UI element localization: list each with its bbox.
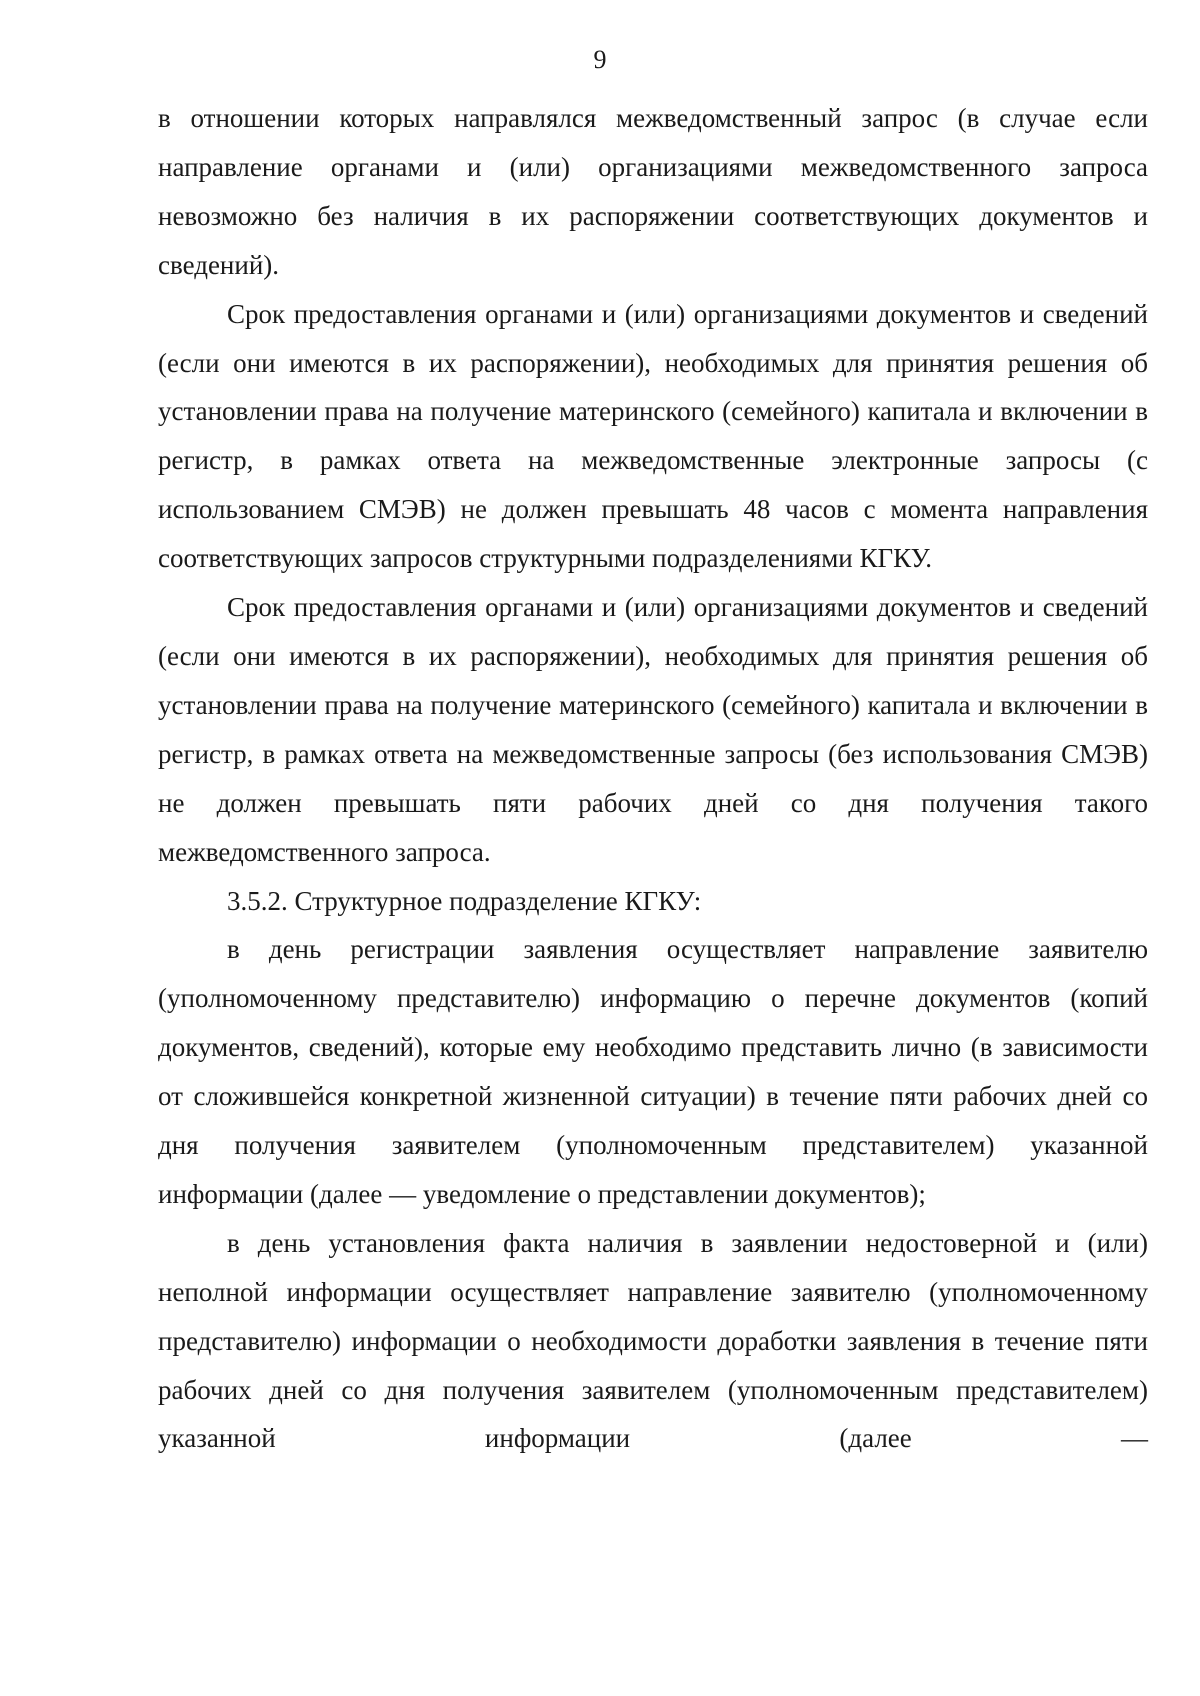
page-number: 9: [593, 45, 607, 74]
document-body: [158, 94, 1148, 1463]
paragraph-incomplete-info: в день установления факта наличия в заявлении недостоверной и (или) неполной информации осуществляет направление заявителю (уполномоченному представителю) информации о необходимости доработки заявления в течение пяти рабочих дней со дня получения заявителем (уполномоченным представителем) указанной информации (далее —: [158, 1227, 1148, 1454]
paragraph-smev-deadline: Срок предоставления органами и (или) организациями документов и сведений (если они имеются в их распоряжении), необходимых для принятия решения об установлении права на получение материнского (семейного) капитала и включении в регистр, в рамках ответа на межведомственные электронные запросы (с использованием СМЭВ) не должен превышать 48 часов с момента направления соответствующих запросов структурными подразделениями КГКУ.: [158, 298, 1148, 574]
section-heading-3-5-2: 3.5.2. Структурное подразделение КГКУ:: [227, 885, 702, 916]
paragraph-continuation: в отношении которых направлялся межведомственный запрос (в случае если направление органами и (или) организациями межведомственного запроса невозможно без наличия в их распоряжении соответствующих документов и сведений).: [158, 103, 1148, 280]
paragraph-non-smev-deadline: Срок предоставления органами и (или) организациями документов и сведений (если они имеются в их распоряжении), необходимых для принятия решения об установлении права на получение материнского (семейного) капитала и включении в регистр, в рамках ответа на межведомственные запросы (без использования СМЭВ) не должен превышать пяти рабочих дней со дня получения такого межведомственного запроса.: [158, 592, 1148, 867]
paragraph-registration-day: в день регистрации заявления осуществляет направление заявителю (уполномоченному представителю) информацию о перечне документов (копий документов, сведений), которые ему необходимо представить лично (в зависимости от сложившейся конкретной жизненной ситуации) в течение пяти рабочих дней со дня получения заявителем (уполномоченным представителем) указанной информации (далее — уведомление о представлении документов);: [158, 934, 1148, 1209]
